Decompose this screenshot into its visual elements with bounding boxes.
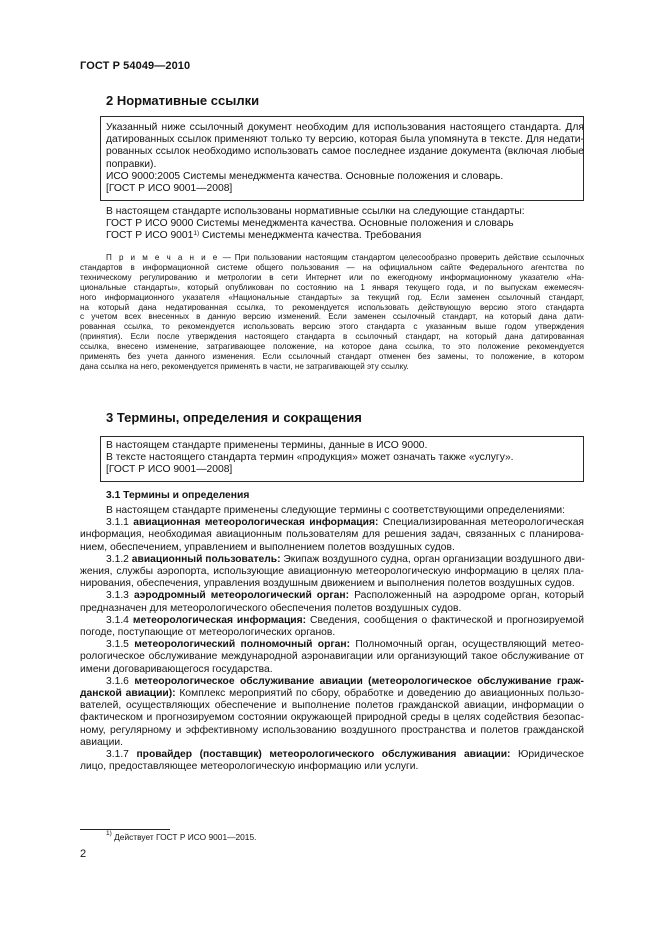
normative-note: П р и м е ч а н и е — При пользовании настоящим стандартом целесообразно проверить действие ссылочных стандартов в информационной системе общего пользования — на официальном сайте Федерального агентства по техническому регулированию и метрологии в сети Интернет или по ежегодному информационному указателю «На- циональные стандарты», который опубликован по состоянию на 1 января текущего года, и по выпускам ежемесяч- ного информационного указателя «Национальные стандарты» за текущий год. Если заменен ссылочный стандарт, на который дана недатированная ссылка, то рекомендуется использовать действующую версию этого стандарта с учетом всех внесенных в данную версию изменений. Если заменен ссылочный стандарт, на который дана дати- рованная ссылка, то рекомендуется использовать версию этого стандарта с указанным выше годом утверждения (принятия). Если после утверждения настоящего стандарта в ссылочный стандарт, на который дана датированная ссылка, внесено изменение, затрагивающее положение, на которое дана ссылка, то это положение рекомендуется применять без учета данного изменения. Если ссылочный стандарт отменен без замены, то положение, в котором дана ссылка на него, рекомендуется применять в части, не затрагивающей эту ссылку. bbox=[80, 253, 584, 371]
term-3-1-6: 3.1.6 метеорологическое обслуживание авиации (метеорологическое обслуживание граж- bbox=[106, 675, 584, 687]
note-label: П р и м е ч а н и е bbox=[106, 253, 219, 262]
term-3-1-5: 3.1.5 метеорологический полномочный орган: Полномочный орган, осуществляющий метео- bbox=[106, 639, 584, 651]
page-number: 2 bbox=[80, 848, 87, 860]
terms-definitions: В настоящем стандарте применены следующие термины с соответствующими определениями: 3.1.1 авиационная метеорологическая информация: Специализированная метеорологическая информация, необходимая авиационным пользователям для решения задач, связанных с планирова- нием, обеспечением, управлением и выполнением полетов воздушных судов. 3.1.2 авиационный пользователь: Экипаж воздушного судна, орган организации воздушного дви- жения, службы аэропорта, использующие авиационную метеорологическую информацию в целях пла- нирования, обеспечения, управления воздушным движением и выполнения полетов воздушных судов. 3.1.3 аэродромный метеорологический орган: Расположенный на аэродроме орган, который предназначен для метеорологического обеспечения полетов воздушных судов. 3.1.4 метеорологическая информация: Сведения, сообщения о фактической и прогнозируемой погоде, поступающие от метеорологических органов. 3.1.5 метеорологический полномочный орган: Полномочный орган, осуществляющий метео- рологическое обслуживание международной аэронавигации или организующий такое обслуживание от имени договаривающегося государства. 3.1.6 метеорологическое обслуживание авиации (метеорологическое обслуживание граж- данской авиации): Комплекс мероприятий по сбору, обработке и доведению до авиационных пользо- вателей, осуществляющих обеспечение и выполнение полетов гражданской авиации, информации о фактическом и прогнозируемом состоянии окружающей природной среды в целях содействия безопас- ному, регулярному и эффективному использованию воздушного пространства и полетов гражданской авиации. 3.1.7 провайдер (поставщик) метеорологического обслуживания авиации: Юридическое лицо, предоставляющее метеорологическую информацию или услуги. bbox=[80, 505, 585, 773]
footnote-mark: 1) bbox=[193, 230, 200, 238]
normative-references-list: В настоящем стандарте использованы нормативные ссылки на следующие стандарты: ГОСТ Р ИСО 9000 Системы менеджмента качества. Основные положения и словарь ГОСТ Р ИСО 9001$^{1)}$ Системы менеджмента качества. Требования bbox=[106, 206, 525, 242]
document-code: ГОСТ Р 54049—2010 bbox=[80, 60, 191, 72]
subsection-3-1-title: 3.1 Термины и определения bbox=[106, 490, 250, 501]
footnote-separator bbox=[80, 829, 170, 830]
section-2-title: 2 Нормативные ссылки bbox=[106, 93, 260, 108]
terms-box-text: В настоящем стандарте применены термины, данные в ИСО 9000. В тексте настоящего стандарта термин «продукция» может означать также «услугу». [ГОСТ Р ИСО 9001—2008] bbox=[106, 440, 514, 476]
term-3-1-7: 3.1.7 провайдер (поставщик) метеорологического обслуживания авиации: Юридическое bbox=[106, 749, 584, 761]
term-3-1-4: 3.1.4 метеорологическая информация: Сведения, сообщения о фактической и прогнозируемой bbox=[106, 614, 584, 626]
term-3-1-2: 3.1.2 авиационный пользователь: Экипаж воздушного судна, орган организации воздушного дви- bbox=[106, 553, 585, 565]
term-3-1-3: 3.1.3 аэродромный метеорологический орган: Расположенный на аэродроме орган, который bbox=[106, 590, 584, 602]
term-3-1-1: 3.1.1 авиационная метеорологическая информация: Специализированная метеорологическая bbox=[106, 517, 584, 529]
section-3-title: 3 Термины, определения и сокращения bbox=[106, 410, 362, 425]
footnote: $^{1)}$ Действует ГОСТ Р ИСО 9001—2015. bbox=[106, 830, 257, 842]
normative-box-1-text: Указанный ниже ссылочный документ необходим для использования настоящего стандарта. Для датированных ссылок применяют только ту версию, которая была упомянута в тексте. Для недати- рованных ссылок необходимо использовать самое последнее издание документа (включая любые поправки). ИСО 9000:2005 Системы менеджмента качества. Основные положения и словарь. [ГОСТ Р ИСО 9001—2008] bbox=[106, 122, 584, 195]
